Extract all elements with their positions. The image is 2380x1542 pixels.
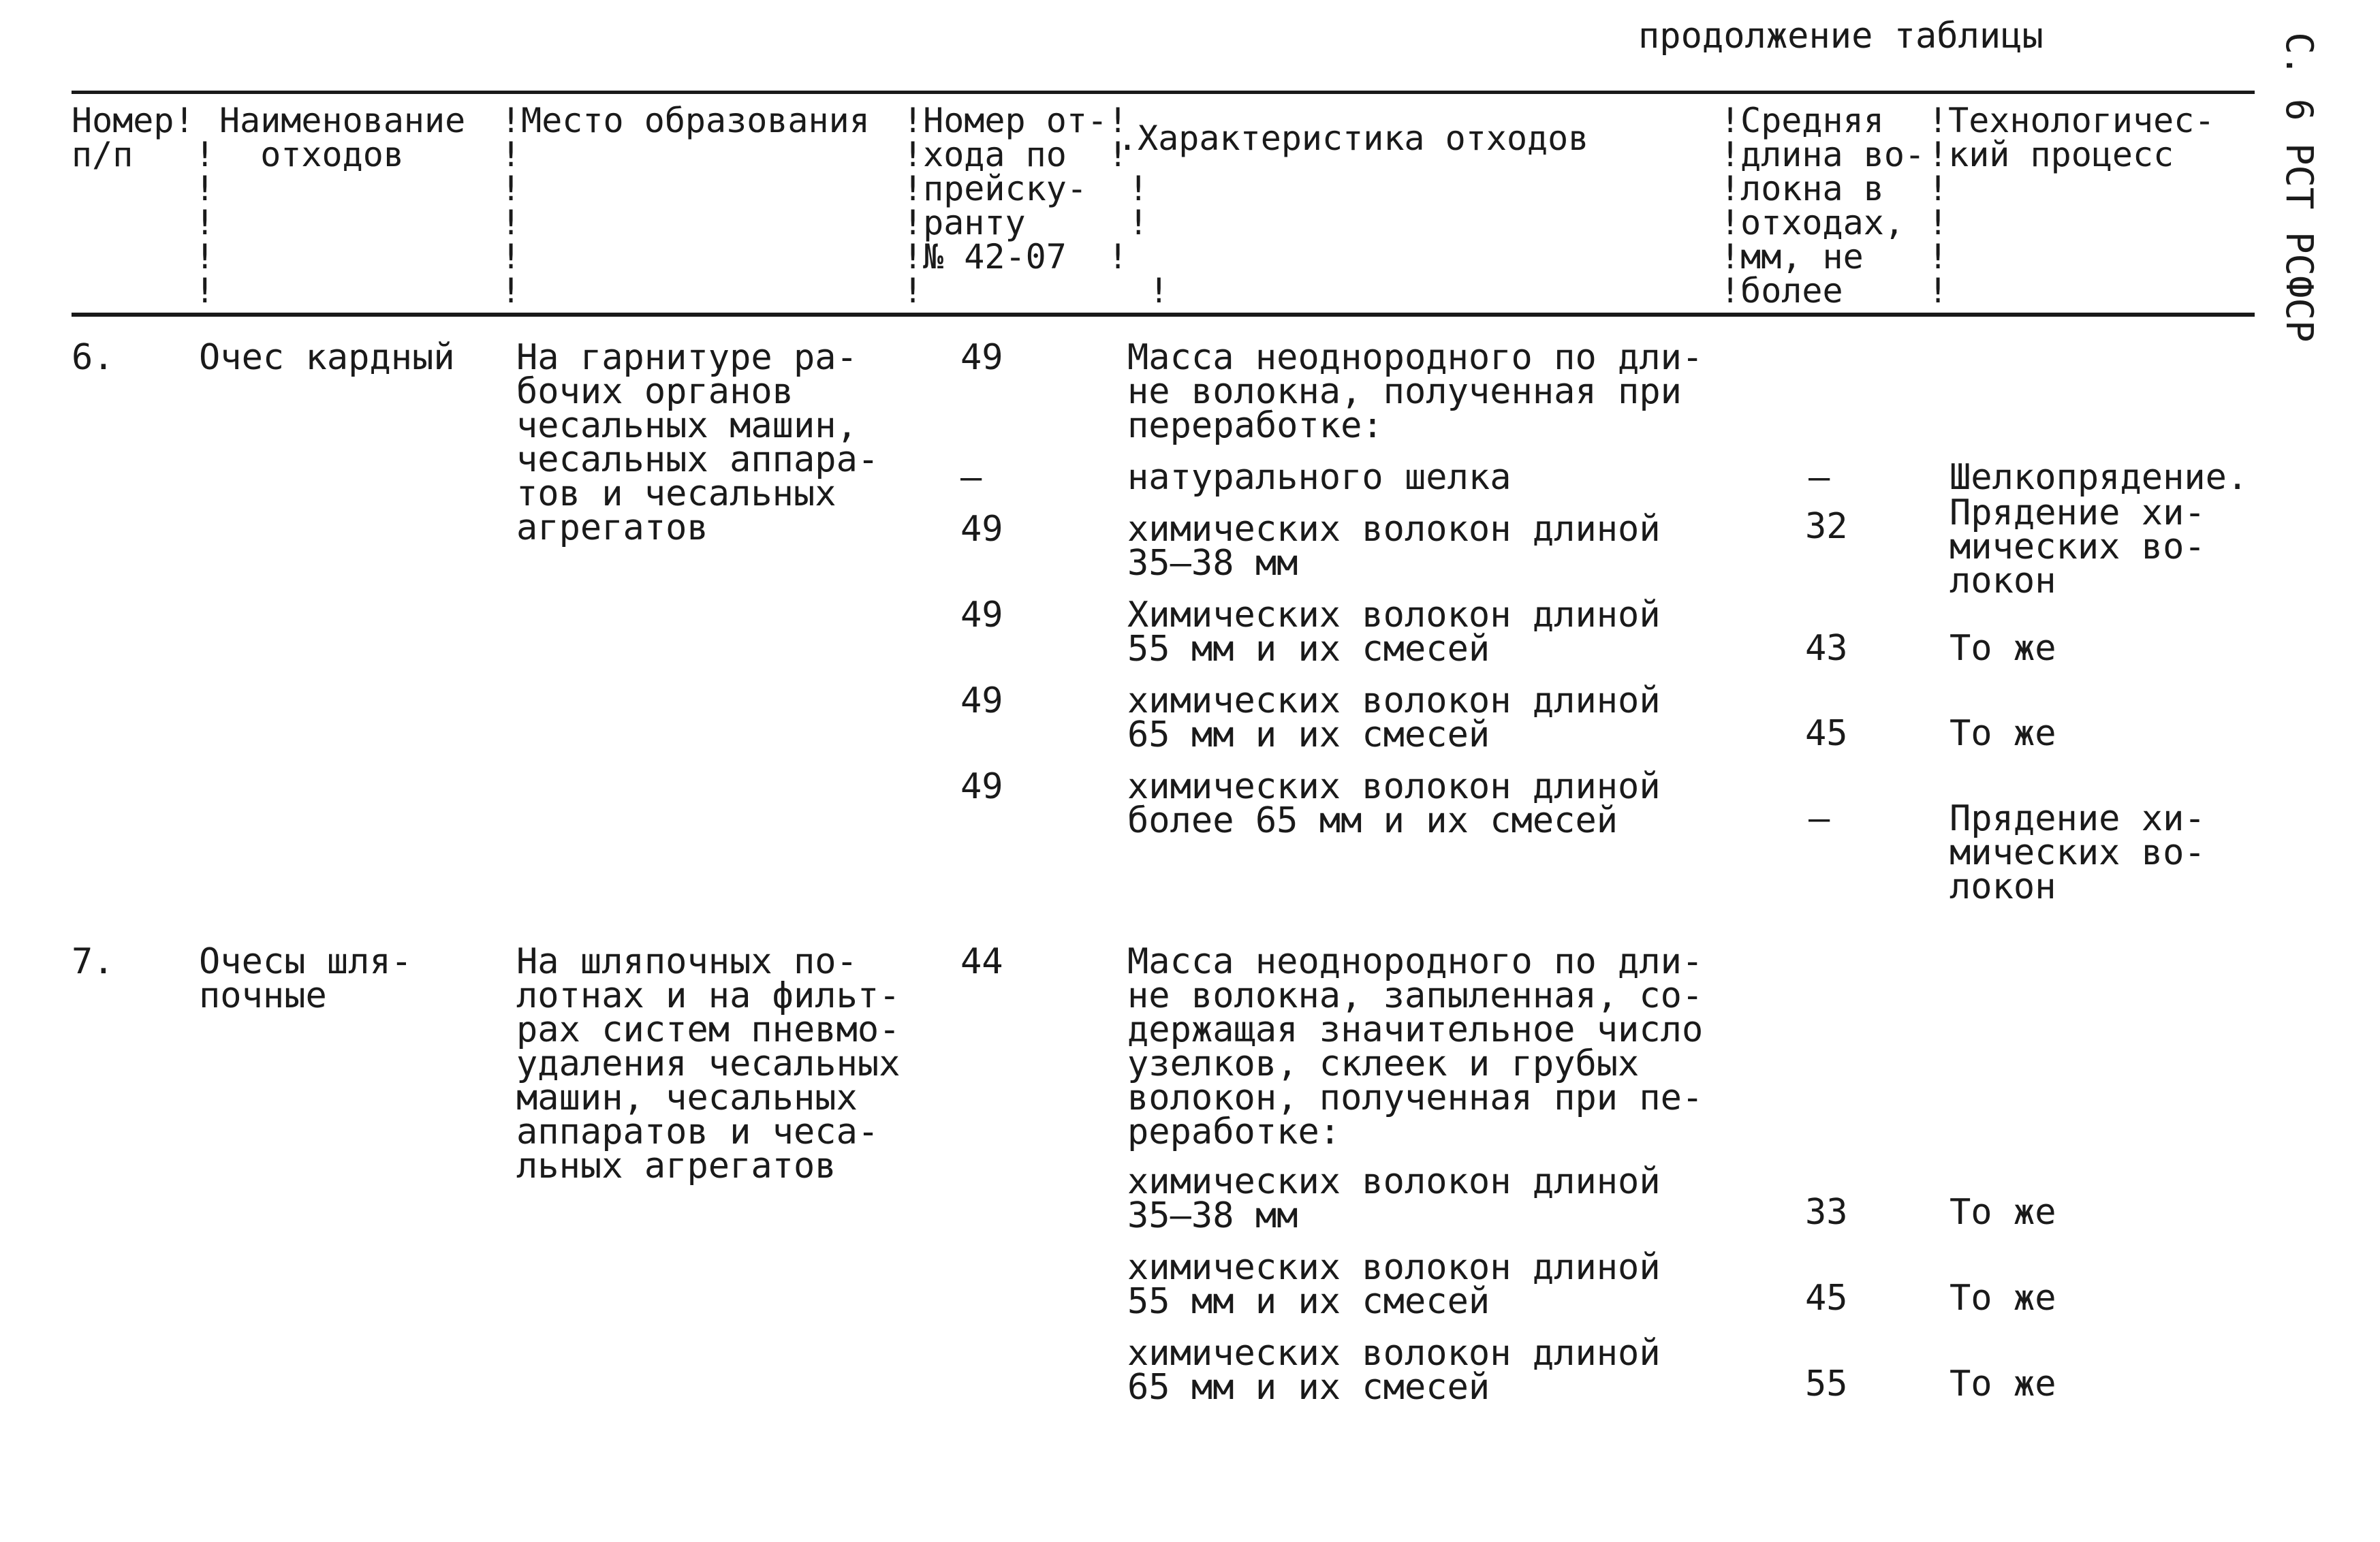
code-cell: 49 (960, 509, 1003, 550)
header-process: !Технологичес- !кий процесс ! ! ! ! (1928, 101, 2215, 311)
length-cell: 43 (1805, 628, 1848, 669)
header-number: Номер! п/п ! ! ! ! ! (72, 101, 215, 311)
row-number: 6. (72, 337, 114, 378)
length-cell: 33 (1805, 1192, 1848, 1233)
process-cell: То же (1950, 713, 2056, 754)
process-cell: То же (1950, 1278, 2056, 1319)
code-cell: 49 (960, 680, 1003, 721)
length-cell: 55 (1805, 1364, 1848, 1404)
process-cell: Прядение хи- мических во- локон (1950, 798, 2206, 907)
code-cell: 49 (960, 595, 1003, 635)
code-cell: 49 (960, 766, 1003, 807)
continuation-note: продолжение таблицы (1638, 16, 2044, 57)
waste-name: Очесы шля- почные (199, 941, 413, 1016)
formation-place: На шляпочных по- лотнах и на фильт- рах систем пневмо- удаления чесальных машин, чесальных аппаратов и чеса- льных агрегатов (516, 941, 901, 1186)
process-cell: Шелкопрядение. (1950, 457, 2249, 498)
header-length: !Средняя !длина во- !локна в !отходах, !мм, не !более (1720, 101, 1926, 311)
length-cell: – (1809, 798, 1830, 839)
characteristic-item: химических волокон длиной 35–38 мм (1127, 1161, 1661, 1236)
length-cell: 45 (1805, 1278, 1848, 1319)
length-cell: 32 (1805, 506, 1848, 547)
row-number: 7. (72, 941, 114, 982)
characteristic-item: химических волокон длиной 65 мм и их смесей (1127, 680, 1661, 755)
characteristic-item: Химических волокон длиной 55 мм и их смесей (1127, 595, 1661, 670)
header-characteristic: .Характеристика отходов (1117, 119, 1589, 158)
length-cell: 45 (1805, 713, 1848, 754)
process-cell: То же (1950, 1192, 2056, 1233)
header-code: !Номер от-! !хода по ! !прейску- ! !ранту ! !№ 42-07 ! ! ! (903, 101, 1170, 311)
code-cell: – (960, 457, 982, 498)
characteristic-intro: Масса неоднородного по дли- не волокна, полученная при переработке: (1127, 337, 1704, 446)
process-cell: То же (1950, 628, 2056, 669)
formation-place: На гарнитуре ра- бочих органов чесальных машин, чесальных аппара- тов и чесальных агрегатов (516, 337, 879, 548)
header-top-rule (72, 91, 2255, 94)
process-cell: Прядение хи- мических во- локон (1950, 492, 2206, 601)
page-label (2265, 27, 2333, 347)
characteristic-item: химических волокон длиной 55 мм и их смесей (1127, 1247, 1661, 1322)
length-cell: – (1809, 457, 1830, 498)
characteristic-item: химических волокон длиной 35–38 мм (1127, 509, 1661, 584)
code-cell: 49 (960, 337, 1003, 378)
header-bottom-rule (72, 313, 2255, 317)
header-place: !Место образования ! ! ! ! ! (501, 101, 870, 311)
characteristic-intro: Масса неоднородного по дли- не волокна, запыленная, со- держащая значительное число узелков, склеек и грубых волокон, полученная при пе- реработке: (1127, 941, 1704, 1152)
page-label-text: С. 6 РСТ РСФСР (2278, 32, 2321, 343)
characteristic-item: химических волокон длиной 65 мм и их смесей (1127, 1333, 1661, 1408)
waste-name: Очес кардный (199, 337, 455, 378)
header-name: Наименование отходов (219, 101, 466, 174)
process-cell: То же (1950, 1364, 2056, 1404)
characteristic-item: натурального шелка (1127, 457, 1512, 498)
code-cell: 44 (960, 941, 1003, 982)
characteristic-item: химических волокон длиной более 65 мм и их смесей (1127, 766, 1661, 841)
